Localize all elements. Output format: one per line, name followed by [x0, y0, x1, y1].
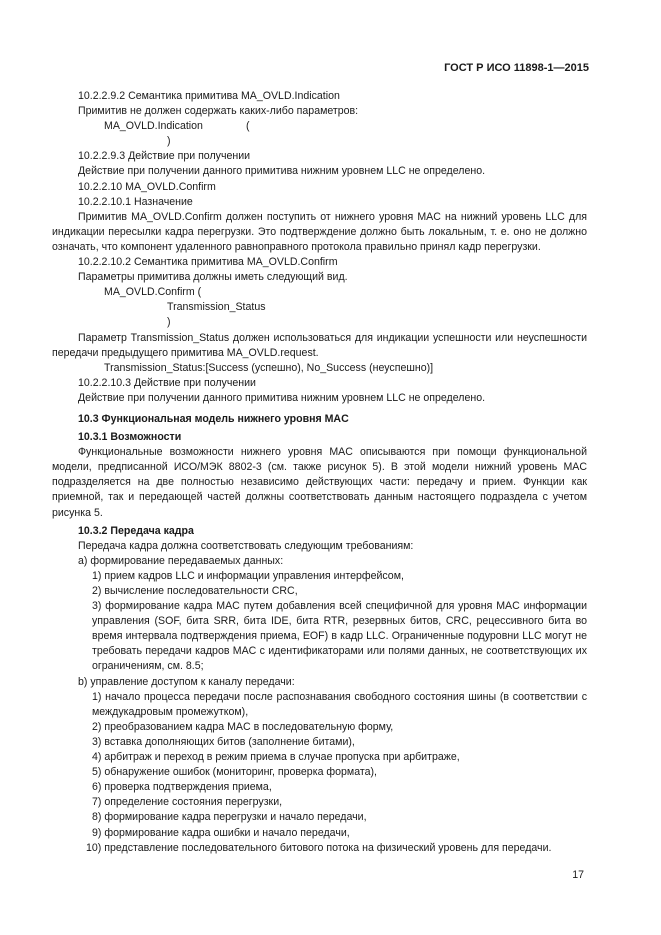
section-heading: 10.3.2 Передача кадра: [78, 524, 194, 537]
primitive-parameter: Transmission_Status: [167, 301, 266, 314]
close-paren: ): [167, 316, 171, 329]
list-item: 5) обнаружение ошибок (мониторинг, проверка формата),: [92, 766, 377, 779]
paragraph: Примитив не должен содержать каких-либо параметров:: [78, 105, 359, 118]
section-heading: 10.3 Функциональная модель нижнего уровня MAC: [78, 412, 349, 425]
subclause-heading: 10.2.2.9.3 Действие при получении: [78, 150, 251, 163]
subclause-heading: 10.2.2.9.2 Семантика примитива MA_OVLD.Indication: [78, 90, 340, 102]
paragraph: Параметры примитива должны иметь следующий вид.: [78, 271, 348, 284]
open-paren: (: [246, 120, 250, 133]
paragraph: Параметр Transmission_Status должен использоваться для индикации успешности или неуспешности передачи предыдущего примитива MA_OVLD.request.: [52, 331, 587, 359]
list-item: 3) вставка дополняющих битов (заполнение битами),: [92, 735, 355, 748]
primitive-signature: MA_OVLD.Confirm (: [104, 286, 202, 299]
paragraph: Действие при получении данного примитива нижним уровнем LLC не определено.: [78, 391, 486, 404]
list-item: 2) вычисление последовательности CRC,: [92, 585, 298, 597]
paragraph: Передача кадра должна соответствовать следующим требованиям:: [78, 539, 414, 552]
subclause-heading: 10.2.2.10.2 Семантика примитива MA_OVLD.Confirm: [78, 256, 338, 269]
paragraph: Действие при получении данного примитива нижним уровнем LLC не определено.: [78, 165, 486, 178]
list-item: 1) прием кадров LLC и информации управления интерфейсом,: [92, 569, 404, 582]
subclause-heading: 10.2.2.10 MA_OVLD.Confirm: [78, 180, 216, 193]
primitive-signature: [52, 119, 587, 134]
list-item: 3) формирование кадра MAC путем добавления всей специфичной для уровня MAC информации управления (SOF, бита SRR, бита IDE, бита RTR, резервных битов, CRC, рецессивного бита во время интервала подтверждения приема, EOF) в кадр LLC. Ограниченные подуровни LLC могут не требовать передачи кадров MAC с идентификаторами или полями данных, не соответствующих их ограничениям, см. 8.5;: [92, 600, 587, 673]
list-item: 6) проверка подтверждения приема,: [92, 781, 272, 794]
list-item: 9) формирование кадра ошибки и начало передачи,: [92, 826, 350, 839]
paragraph: Функциональные возможности нижнего уровня MAC описываются при помощи функциональной модели, предписанной ИСО/МЭК 8802-3 (см. также рисунок 5). В этой модели нижний уровень MAC подразделяется на две полностью независимо действующих части: передачу и прием. Функции как приемной, так и передающей частей должны соответствовать данным настоящего подраздела с учетом рисунка 5.: [52, 446, 587, 519]
page-number: 17: [572, 869, 584, 881]
parameter-values: Transmission_Status:[Success (успешно), No_Success (неуспешно)]: [104, 361, 434, 374]
list-item: 1) начало процесса передачи после распознавания свободного состояния шины (в соответствии с междукадровым промежутком),: [92, 690, 587, 718]
list-item: 4) арбитраж и переход в режим приема в случае пропуска при арбитраже,: [92, 751, 460, 764]
document-body: [52, 89, 587, 856]
list-item: 2) преобразованием кадра MAC в последовательную форму,: [92, 720, 394, 733]
section-heading: 10.3.1 Возможности: [78, 431, 182, 444]
subclause-heading: 10.2.2.10.1 Назначение: [78, 195, 193, 208]
paragraph: Примитив MA_OVLD.Confirm должен поступить от нижнего уровня MAC на нижний уровень LLC для индикации пересылки кадра перегрузки. Это подтверждение должно быть локальным, т. е. оно не должно означать, что компонент удаленного равноправного протокола правильно принял кадр перегрузки.: [52, 210, 587, 253]
list-heading: b) управление доступом к каналу передачи:: [78, 675, 295, 688]
list-item: 7) определение состояния перегрузки,: [92, 796, 283, 809]
list-heading: а) формирование передаваемых данных:: [78, 554, 284, 567]
primitive-name: MA_OVLD.Indication: [104, 120, 203, 133]
list-item: 8) формирование кадра перегрузки и начало передачи,: [92, 811, 367, 824]
subclause-heading: 10.2.2.10.3 Действие при получении: [78, 376, 256, 389]
page-header: ГОСТ Р ИСО 11898-1—2015: [444, 62, 589, 74]
close-paren: ): [167, 135, 171, 148]
list-item: 10) представление последовательного битового потока на физический уровень для передачи.: [86, 841, 552, 854]
